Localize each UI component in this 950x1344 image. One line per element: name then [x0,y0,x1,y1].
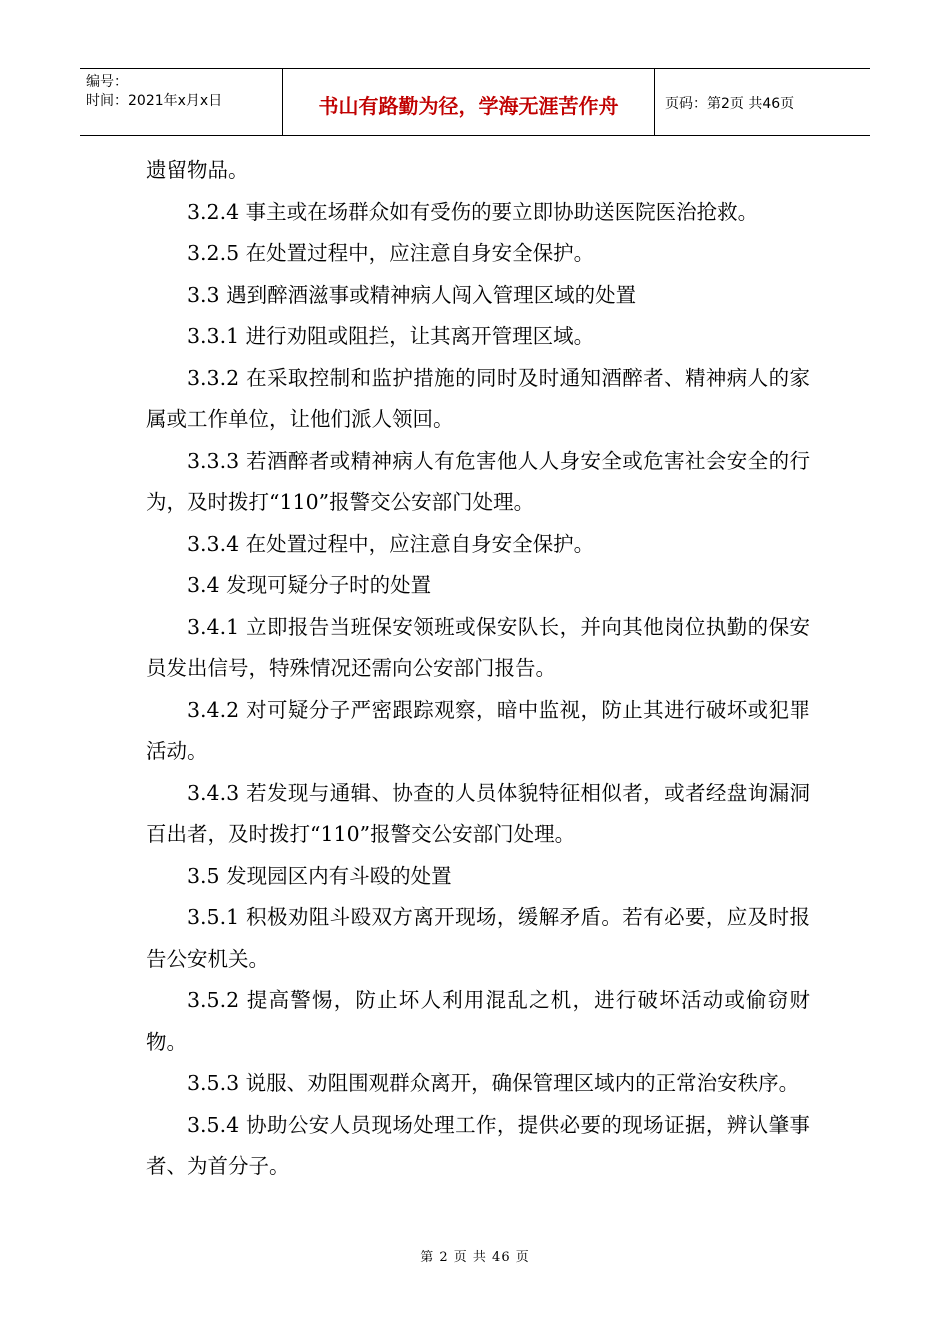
header-page-info: 页码：第2页 共46页 [665,96,795,112]
paragraph: 3.2.5 在处置过程中，应注意自身安全保护。 [187,241,595,265]
document-body [146,150,810,1188]
section-heading: 3.3 遇到醉酒滋事或精神病人闯入管理区域的处置 [187,282,637,307]
paragraph: 3.3.1 进行劝阻或阻拦，让其离开管理区域。 [187,324,595,348]
code-label: 编号： [86,74,128,90]
paragraph: 3.4.1 立即报告当班保安领班或保安队长，并向其他岗位执勤的保安员发出信号，特殊情况还需向公安部门报告。 [146,614,810,680]
page-header [80,68,870,136]
header-meta [80,69,282,135]
paragraph: 3.5.4 协助公安人员现场处理工作，提供必要的现场证据，辨认肇事者、为首分子。 [146,1112,810,1178]
paragraph: 3.5.1 积极劝阻斗殴双方离开现场，缓解矛盾。若有必要，应及时报告公安机关。 [146,905,810,971]
date-label: 时间：2021年x月x日 [86,93,223,109]
paragraph: 遗留物品。 [146,158,249,182]
section-heading: 3.4 发现可疑分子时的处置 [187,573,432,597]
paragraph: 3.5.2 提高警惕，防止坏人利用混乱之机，进行破坏活动或偷窃财物。 [146,988,810,1054]
paragraph: 3.4.3 若发现与通辑、协查的人员体貌特征相似者，或者经盘询漏洞百出者，及时拨打“110”报警交公安部门处理。 [146,780,810,846]
paragraph: 3.3.2 在采取控制和监护措施的同时及时通知酒醉者、精神病人的家属或工作单位，让他们派人领回。 [146,365,810,431]
paragraph: 3.3.3 若酒醉者或精神病人有危害他人人身安全或危害社会安全的行为，及时拨打“110”报警交公安部门处理。 [146,448,810,514]
section-heading: 3.5 发现园区内有斗殴的处置 [187,863,452,888]
paragraph: 3.5.3 说服、劝阻围观群众离开，确保管理区域内的正常治安秩序。 [187,1071,800,1095]
header-motto: 书山有路勤为径，学海无涯苦作舟 [282,69,655,135]
paragraph: 3.3.4 在处置过程中，应注意自身安全保护。 [187,531,595,556]
page-footer: 第 2 页 共 46 页 [420,1250,530,1265]
paragraph: 3.2.4 事主或在场群众如有受伤的要立即协助送医院医治抢救。 [187,199,759,224]
paragraph: 3.4.2 对可疑分子严密跟踪观察，暗中监视，防止其进行破坏或犯罪活动。 [146,697,810,763]
